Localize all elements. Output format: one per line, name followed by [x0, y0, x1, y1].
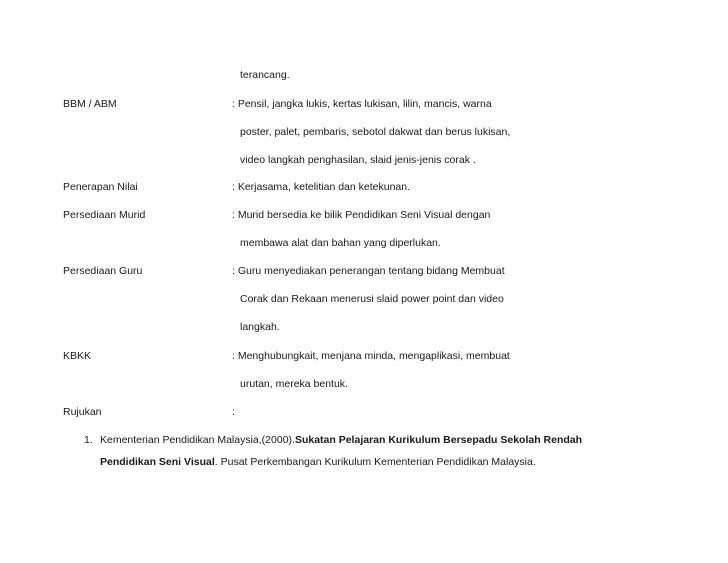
reference-bold-title-1: Sukatan Pelajaran Kurikulum Bersepadu Sekolah Rendah: [294, 434, 583, 446]
kbkk-value-line-2: urutan, mereka bentuk.: [240, 378, 348, 390]
reference-bold-title-2: Pendidikan Seni Visual: [100, 456, 215, 468]
rujukan-colon: :: [232, 406, 235, 418]
nilai-label: Penerapan Nilai: [63, 181, 138, 193]
guru-label: Persediaan Guru: [63, 265, 143, 277]
bbm-value-line-2: poster, palet, pembaris, sebotol dakwat dan berus lukisan,: [240, 126, 511, 138]
reference-number: 1.: [84, 434, 93, 446]
murid-label: Persediaan Murid: [63, 209, 146, 221]
reference-prefix: Kementerian Pendidikan Malaysia,(2000).: [100, 434, 295, 446]
rujukan-label: Rujukan: [63, 406, 102, 418]
intro-continuation: terancang.: [240, 69, 290, 81]
bbm-label: BBM / ABM: [63, 98, 117, 110]
bbm-value-line-3: video langkah penghasilan, slaid jenis-jenis corak .: [240, 154, 476, 166]
murid-value-line-2: membawa alat dan bahan yang diperlukan.: [240, 237, 441, 249]
reference-line-1: [100, 433, 582, 447]
bbm-value-line-1: : Pensil, jangka lukis, kertas lukisan, lilin, mancis, warna: [232, 98, 492, 110]
guru-value-line-2: Corak dan Rekaan menerusi slaid power point dan video: [240, 293, 504, 305]
kbkk-value-line-1: : Menghubungkait, menjana minda, mengaplikasi, membuat: [232, 350, 510, 362]
reference-suffix: . Pusat Perkembangan Kurikulum Kementerian Pendidikan Malaysia.: [214, 456, 536, 468]
reference-line-2: [100, 455, 536, 469]
nilai-value-line-1: : Kerjasama, ketelitian dan ketekunan.: [232, 181, 411, 193]
kbkk-label: KBKK: [63, 350, 92, 362]
murid-value-line-1: : Murid bersedia ke bilik Pendidikan Seni Visual dengan: [232, 209, 491, 221]
guru-value-line-1: : Guru menyediakan penerangan tentang bidang Membuat: [232, 265, 505, 277]
guru-value-line-3: langkah.: [240, 321, 280, 333]
